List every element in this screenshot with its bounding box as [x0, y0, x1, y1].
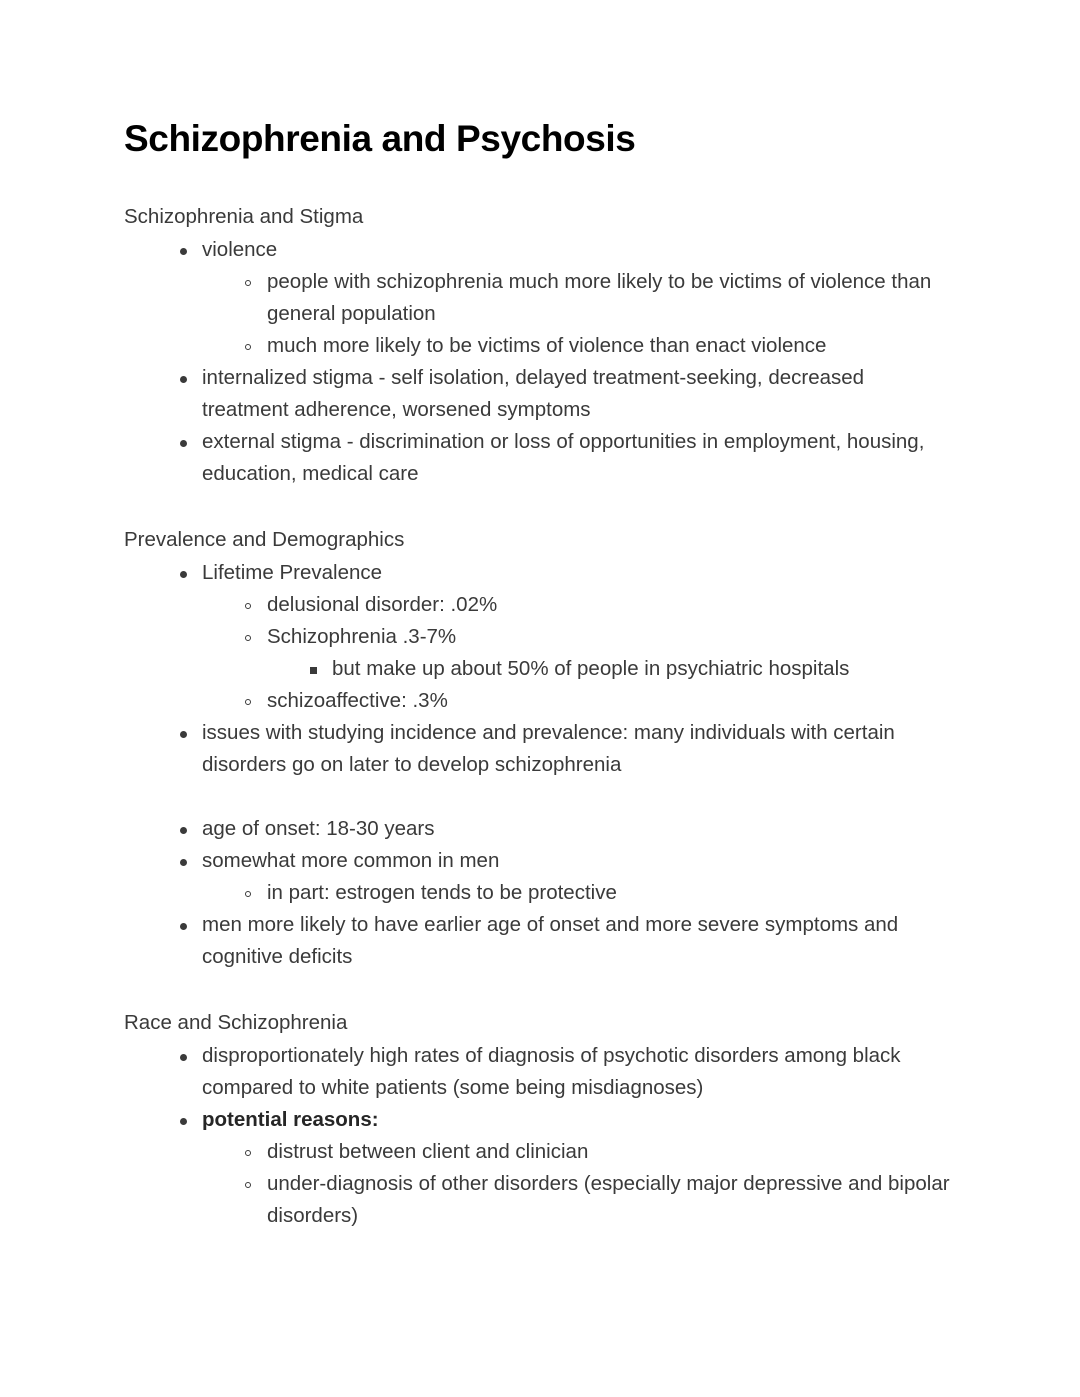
list-item: [178, 362, 950, 426]
list-item-text: somewhat more common in men: [202, 849, 500, 873]
section-heading: Prevalence and Demographics: [124, 528, 405, 552]
list-item-text: men more likely to have earlier age of onset and more severe symptoms and cognitive deficits: [202, 913, 899, 969]
list-item: [178, 234, 950, 362]
list-item: [308, 653, 950, 685]
list-item: [243, 1136, 950, 1168]
list-item-text: much more likely to be victims of violence than enact violence: [267, 334, 827, 358]
list-item-text: disproportionately high rates of diagnosis of psychotic disorders among black compared to white patients (some being misdiagnoses): [202, 1044, 901, 1100]
section-heading: Race and Schizophrenia: [124, 1011, 348, 1035]
list-spacer: [178, 781, 950, 813]
list-item-text: potential reasons:: [202, 1108, 379, 1132]
list-item: [178, 717, 950, 781]
document-body: [124, 201, 950, 1232]
list-item: [243, 621, 950, 685]
list-item: [178, 426, 950, 490]
list-item-text: external stigma - discrimination or loss of opportunities in employment, housing, education, medical care: [202, 430, 925, 486]
list-item: [178, 1040, 950, 1104]
outline-list-level-2: [202, 589, 950, 717]
document-section: [124, 1007, 950, 1232]
section-heading: Schizophrenia and Stigma: [124, 205, 364, 229]
list-item: [243, 1168, 950, 1232]
list-item-text: people with schizophrenia much more likely to be victims of violence than general population: [267, 270, 932, 326]
list-item: [243, 266, 950, 330]
list-item-text: distrust between client and clinician: [267, 1140, 589, 1164]
list-item: [178, 909, 950, 973]
outline-list-level-2: [202, 877, 950, 909]
list-item: [178, 1104, 950, 1232]
list-item-text: age of onset: 18-30 years: [202, 817, 435, 841]
outline-list-level-1: [124, 234, 950, 490]
list-item-text: Lifetime Prevalence: [202, 561, 383, 585]
document-section: [124, 201, 950, 490]
list-item: [178, 557, 950, 717]
outline-list-level-1: [124, 557, 950, 973]
list-item-text: delusional disorder: .02%: [267, 593, 498, 617]
list-item: [178, 813, 950, 845]
list-item: [243, 685, 950, 717]
document-section: [124, 524, 950, 973]
list-item-text: in part: estrogen tends to be protective: [267, 881, 617, 905]
outline-list-level-2: [202, 1136, 950, 1232]
outline-list-level-3: [267, 653, 950, 685]
list-item: [178, 845, 950, 909]
outline-list-level-1: [124, 1040, 950, 1232]
list-item-text: under-diagnosis of other disorders (especially major depressive and bipolar disorders): [267, 1172, 950, 1228]
list-item: [243, 877, 950, 909]
list-item: [243, 330, 950, 362]
outline-list-level-2: [202, 266, 950, 362]
list-item: [243, 589, 950, 621]
list-item-text: schizoaffective: .3%: [267, 689, 448, 713]
list-item-text: issues with studying incidence and prevalence: many individuals with certain disorders go on later to develop schizophrenia: [202, 721, 895, 777]
list-item-text: violence: [202, 238, 278, 262]
page-title: Schizophrenia and Psychosis: [124, 118, 636, 159]
list-item-text: Schizophrenia .3-7%: [267, 625, 457, 649]
list-item-text: internalized stigma - self isolation, delayed treatment-seeking, decreased treatment adherence, worsened symptoms: [202, 366, 865, 422]
list-item-text: but make up about 50% of people in psychiatric hospitals: [332, 657, 850, 681]
